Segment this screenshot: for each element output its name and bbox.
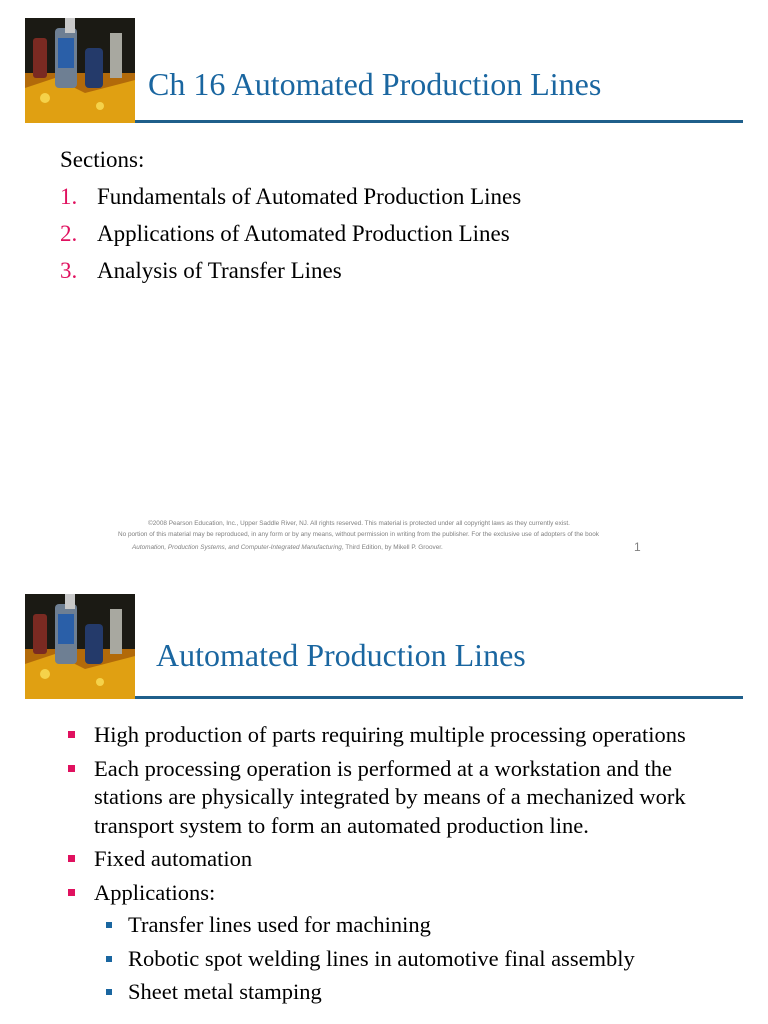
list-item (60, 221, 521, 258)
sections-heading: Sections: (60, 147, 145, 172)
header-photo (25, 18, 135, 123)
slide-title: Automated Production Lines (156, 637, 526, 673)
sub-bullet-item: Robotic spot welding lines in automotive final assembly (66, 945, 726, 974)
slide-2 (0, 575, 768, 1024)
page-number: 1 (634, 540, 641, 554)
bullet-list (66, 721, 726, 1012)
title-divider (135, 696, 743, 699)
list-item (60, 184, 521, 221)
footer-line-2: No portion of this material may be reproduced, in any form or by any means, without permission in writing from the publisher. For the exclusive use of adopters of the book (118, 531, 599, 538)
footer-line-1: ©2008 Pearson Education, Inc., Upper Saddle River, NJ. All rights reserved. This material is protected under all copyright laws as they currently exist. (148, 520, 570, 527)
bullet-item: Each processing operation is performed at a workstation and the stations are physically integrated by means of a mechanized work transport system to form an automated production line. (66, 755, 726, 841)
book-edition: , Third Edition, by Mikell P. Groover. (341, 544, 443, 551)
item-text: Applications of Automated Production Lines (97, 221, 510, 246)
footer-line-3 (132, 544, 443, 551)
slide-title: Ch 16 Automated Production Lines (148, 66, 602, 102)
item-number: 3. (60, 258, 78, 283)
sub-bullet-list (66, 911, 726, 1007)
book-title: Automation, Production Systems, and Computer-Integrated Manufacturing (132, 544, 342, 551)
item-text: Analysis of Transfer Lines (97, 258, 342, 283)
sections-list (60, 184, 521, 295)
title-divider (135, 120, 743, 123)
item-text: Fundamentals of Automated Production Lines (97, 184, 522, 209)
sub-bullet-item: Sheet metal stamping (66, 978, 726, 1007)
item-number: 1. (60, 184, 78, 209)
list-item (60, 258, 521, 295)
sub-bullet-item: Transfer lines used for machining (66, 911, 726, 940)
bullet-item: Fixed automation (66, 845, 726, 874)
bullet-text: Applications: (94, 879, 216, 905)
header-photo (25, 594, 135, 699)
item-number: 2. (60, 221, 78, 246)
bullet-item: High production of parts requiring multiple processing operations (66, 721, 726, 750)
bullet-item-applications (66, 879, 726, 1007)
